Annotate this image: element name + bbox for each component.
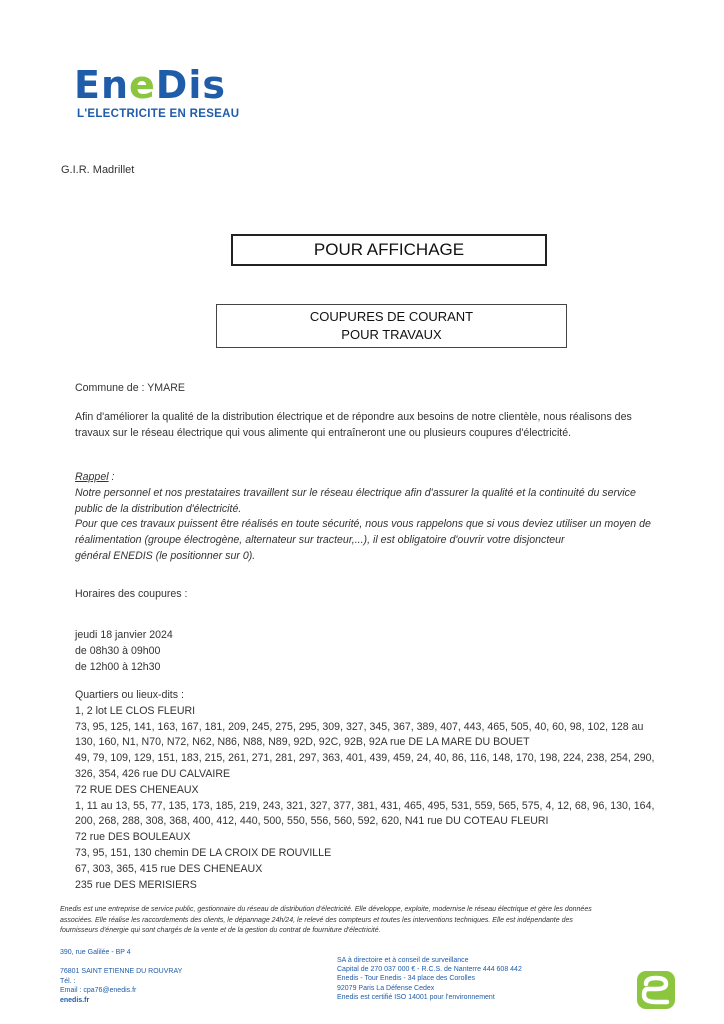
schedule-slot: de 08h30 à 09h00 bbox=[75, 644, 161, 657]
footer-company-line: 92079 Paris La Défense Cedex bbox=[337, 984, 435, 992]
footer-address-line: 390, rue Galilée - BP 4 bbox=[60, 949, 131, 956]
rappel-heading bbox=[75, 470, 685, 486]
quartier-line: 72 RUE DES CHENEAUX bbox=[75, 783, 199, 796]
footer-legal-note bbox=[60, 905, 676, 937]
footer-note-line: associées. Elle réalise les raccordements des clients, le dépannage 24h/24, le relevé des compteurs et toutes les interventions techniques. Elle est indépendante des bbox=[60, 916, 573, 924]
footer-company-info bbox=[337, 956, 522, 1002]
quartier-line: 326, 354, 426 rue DU CALVAIRE bbox=[75, 767, 231, 780]
coupures-line-2: POUR TRAVAUX bbox=[341, 327, 442, 342]
intro-line: travaux sur le réseau électrique qui vous alimente qui entraîneront une ou plusieurs coupures d'électricité. bbox=[75, 426, 572, 439]
quartier-line: 1, 2 lot LE CLOS FLEURI bbox=[75, 704, 196, 717]
footer-email[interactable]: Email : cpa76@enedis.fr bbox=[60, 987, 137, 994]
quartier-line: 73, 95, 125, 141, 163, 167, 181, 209, 245, 275, 295, 309, 327, 345, 367, 389, 407, 443, 465, 505, 40, 60, 98, 102, 128 au bbox=[75, 720, 644, 733]
quartier-line: 235 rue DES MERISIERS bbox=[75, 878, 197, 891]
rappel-line: général ENEDIS (le positionner sur 0). bbox=[75, 549, 256, 562]
quartier-line: 67, 303, 365, 415 rue DES CHENEAUX bbox=[75, 862, 263, 875]
rappel-colon: : bbox=[108, 471, 115, 483]
rappel-line: public de la distribution d'électricité. bbox=[75, 502, 242, 515]
logo-part-en: En bbox=[74, 63, 130, 107]
footer-company-line: Enedis est certifié ISO 14001 pour l'environnement bbox=[337, 993, 495, 1001]
horaires-title: Horaires des coupures : bbox=[75, 588, 188, 600]
schedule-date: jeudi 18 janvier 2024 bbox=[75, 629, 173, 641]
footer-phone: Tél. : bbox=[60, 977, 76, 985]
sender-name: G.I.R. Madrillet bbox=[61, 164, 135, 176]
footer-company-line: Enedis - Tour Enedis - 34 place des Corolles bbox=[337, 975, 476, 983]
footer-website[interactable]: enedis.fr bbox=[60, 996, 90, 1004]
pour-affichage-title: POUR AFFICHAGE bbox=[313, 240, 465, 259]
quartier-line: 72 rue DES BOULEAUX bbox=[75, 831, 191, 844]
footer-note-line: Enedis est une entreprise de service public, gestionnaire du réseau de distribution d'électricité. Elle développe, exploite, modernise le réseau électrique et gère les données bbox=[60, 906, 592, 913]
commune-line: Commune de : YMARE bbox=[75, 382, 185, 394]
quartier-line: 130, 160, N1, N70, N72, N62, N86, N88, N89, 92D, 92C, 92B, 92A rue DE LA MARE DU BOUET bbox=[75, 736, 530, 749]
schedule-block bbox=[75, 628, 173, 675]
footer-note-line: fournisseurs d'énergie qui sont chargés de la vente et de la gestion du contrat de fourniture d'électricité. bbox=[60, 927, 381, 935]
rappel-title: Rappel bbox=[75, 471, 109, 483]
rappel-line: Pour que ces travaux puissent être réalisés en toute sécurité, nous vous rappelons que si vous deviez utiliser un moyen de bbox=[75, 518, 651, 531]
enedis-e-icon bbox=[636, 970, 676, 1010]
pour-affichage-box bbox=[231, 234, 547, 266]
logo-part-dis: Dis bbox=[155, 63, 226, 107]
rappel-block bbox=[75, 470, 685, 565]
quartiers-title: Quartiers ou lieux-dits : bbox=[75, 689, 184, 701]
quartier-line: 49, 79, 109, 129, 151, 183, 215, 261, 271, 281, 297, 363, 401, 439, 459, 24, 40, 86, 116, 148, 170, 198, 224, 238, 254, 290, bbox=[75, 752, 655, 765]
schedule-slot: de 12h00 à 12h30 bbox=[75, 660, 161, 673]
quartier-line: 73, 95, 151, 130 chemin DE LA CROIX DE ROUVILLE bbox=[75, 846, 332, 859]
logo-tagline: L'ELECTRICITE EN RESEAU bbox=[77, 108, 240, 120]
quartier-line: 200, 268, 288, 308, 368, 400, 412, 440, 500, 550, 556, 560, 592, 620, N41 rue DU COTEAU FLEURI bbox=[75, 815, 549, 828]
logo-part-e: e bbox=[129, 63, 156, 107]
rappel-line: Notre personnel et nos prestataires travaillent sur le réseau électrique afin d'assurer la qualité et la continuité du service bbox=[75, 486, 636, 499]
rappel-line: réalimentation (groupe électrogène, alternateur sur tracteur,...), il est obligatoire d'ouvrir votre disjoncteur bbox=[75, 534, 565, 547]
intro-line: Afin d'améliorer la qualité de la distribution électrique et de répondre aux besoins de notre clientèle, nous réalisons des bbox=[75, 411, 632, 423]
coupures-line-1: COUPURES DE COURANT bbox=[309, 309, 474, 324]
footer-address bbox=[60, 948, 182, 1005]
coupures-box bbox=[216, 304, 567, 348]
enedis-logo bbox=[74, 63, 226, 107]
footer-company-line: SA à directoire et à conseil de surveillance bbox=[337, 957, 469, 964]
footer-address-line: 76801 SAINT ETIENNE DU ROUVRAY bbox=[60, 968, 183, 975]
footer-address-spacer bbox=[60, 958, 182, 968]
quartiers-block bbox=[75, 688, 693, 893]
intro-paragraph bbox=[75, 410, 685, 442]
footer-company-line: Capital de 270 037 000 € - R.C.S. de Nanterre 444 608 442 bbox=[337, 966, 522, 974]
quartier-line: 1, 11 au 13, 55, 77, 135, 173, 185, 219, 243, 321, 327, 377, 381, 431, 465, 495, 531, 559, 565, 575, 4, 12, 68, 96, 130, 164, bbox=[75, 799, 655, 812]
